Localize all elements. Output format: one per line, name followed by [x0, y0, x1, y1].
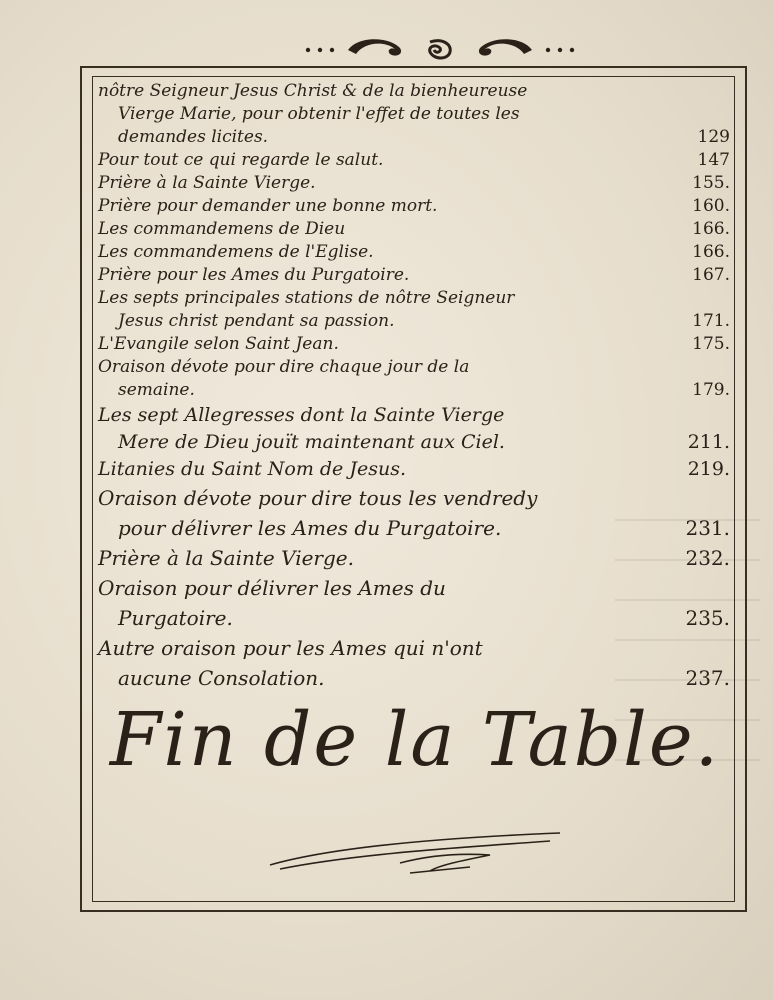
page-number: 179.: [692, 380, 730, 400]
entry-title-line: L'Evangile selon Saint Jean.: [98, 334, 339, 354]
entry-title-line: Prière à la Sainte Vierge.: [98, 173, 316, 193]
page-number: 155.: [692, 173, 730, 193]
toc-entry: [98, 264, 730, 287]
toc-entry: [98, 456, 730, 483]
toc-entry: [98, 80, 730, 149]
page-number: 166.: [692, 242, 730, 262]
toc-entry: [98, 573, 730, 633]
entry-title-line: Mere de Dieu jouït maintenant aux Ciel.: [118, 431, 505, 453]
toc-entry: [98, 633, 730, 693]
page-number: 171.: [692, 311, 730, 331]
entry-title-line: aucune Consolation.: [118, 666, 325, 690]
toc-entry: [98, 195, 730, 218]
toc-entry: [98, 483, 730, 543]
page-number: 147: [697, 150, 730, 170]
entry-title-line: Pour tout ce qui regarde le salut.: [98, 150, 384, 170]
toc-entry: [98, 172, 730, 195]
entry-title-line: pour délivrer les Ames du Purgatoire.: [118, 516, 502, 540]
page-number: 235.: [685, 606, 730, 630]
toc-entry: [98, 402, 730, 456]
toc-entry: [98, 149, 730, 172]
entry-title-line: Jesus christ pendant sa passion.: [118, 311, 395, 331]
entry-title-line: Oraison dévote pour dire chaque jour de la: [98, 357, 470, 377]
page-number: 231.: [685, 516, 730, 540]
entry-title-line: Prière pour demander une bonne mort.: [98, 196, 438, 216]
page-number: 211.: [687, 431, 730, 453]
table-of-contents: [98, 80, 730, 693]
toc-entry: [98, 287, 730, 333]
toc-entry: [98, 241, 730, 264]
page-number: 160.: [692, 196, 730, 216]
entry-title-line: Les septs principales stations de nôtre Seigneur: [98, 288, 515, 308]
entry-title-line: Oraison dévote pour dire tous les vendredy: [98, 486, 538, 510]
page-number: 237.: [685, 666, 730, 690]
page-number: 167.: [692, 265, 730, 285]
page-number: 232.: [685, 546, 730, 570]
entry-title-line: Autre oraison pour les Ames qui n'ont: [98, 636, 483, 660]
entry-title-line: Les commandemens de l'Eglise.: [98, 242, 374, 262]
entry-title-line: Purgatoire.: [118, 606, 233, 630]
entry-title-line: nôtre Seigneur Jesus Christ & de la bienheureuse: [98, 81, 528, 101]
toc-entry: [98, 333, 730, 356]
page-number: 219.: [687, 458, 730, 480]
entry-title-line: Les commandemens de Dieu: [98, 219, 346, 239]
closing-title: Fin de la Table.: [109, 697, 721, 783]
entry-title-line: demandes licites.: [118, 127, 269, 147]
entry-title-line: Litanies du Saint Nom de Jesus.: [98, 458, 406, 480]
page-number: 166.: [692, 219, 730, 239]
toc-entry: [98, 356, 730, 402]
entry-title-line: Vierge Marie, pour obtenir l'effet de toutes les: [118, 104, 520, 124]
entry-title-line: semaine.: [118, 380, 195, 400]
toc-entry: [98, 218, 730, 241]
header-ornament: [300, 28, 580, 68]
page-number: 175.: [692, 334, 730, 354]
toc-entry: [98, 543, 730, 573]
entry-title-line: Prière à la Sainte Vierge.: [98, 546, 354, 570]
entry-title-line: Les sept Allegresses dont la Sainte Vierge: [98, 404, 505, 426]
entry-title-line: Oraison pour délivrer les Ames du: [98, 576, 446, 600]
entry-title-line: Prière pour les Ames du Purgatoire.: [98, 265, 410, 285]
closing-flourish: [260, 825, 580, 885]
page-number: 129: [697, 127, 730, 147]
